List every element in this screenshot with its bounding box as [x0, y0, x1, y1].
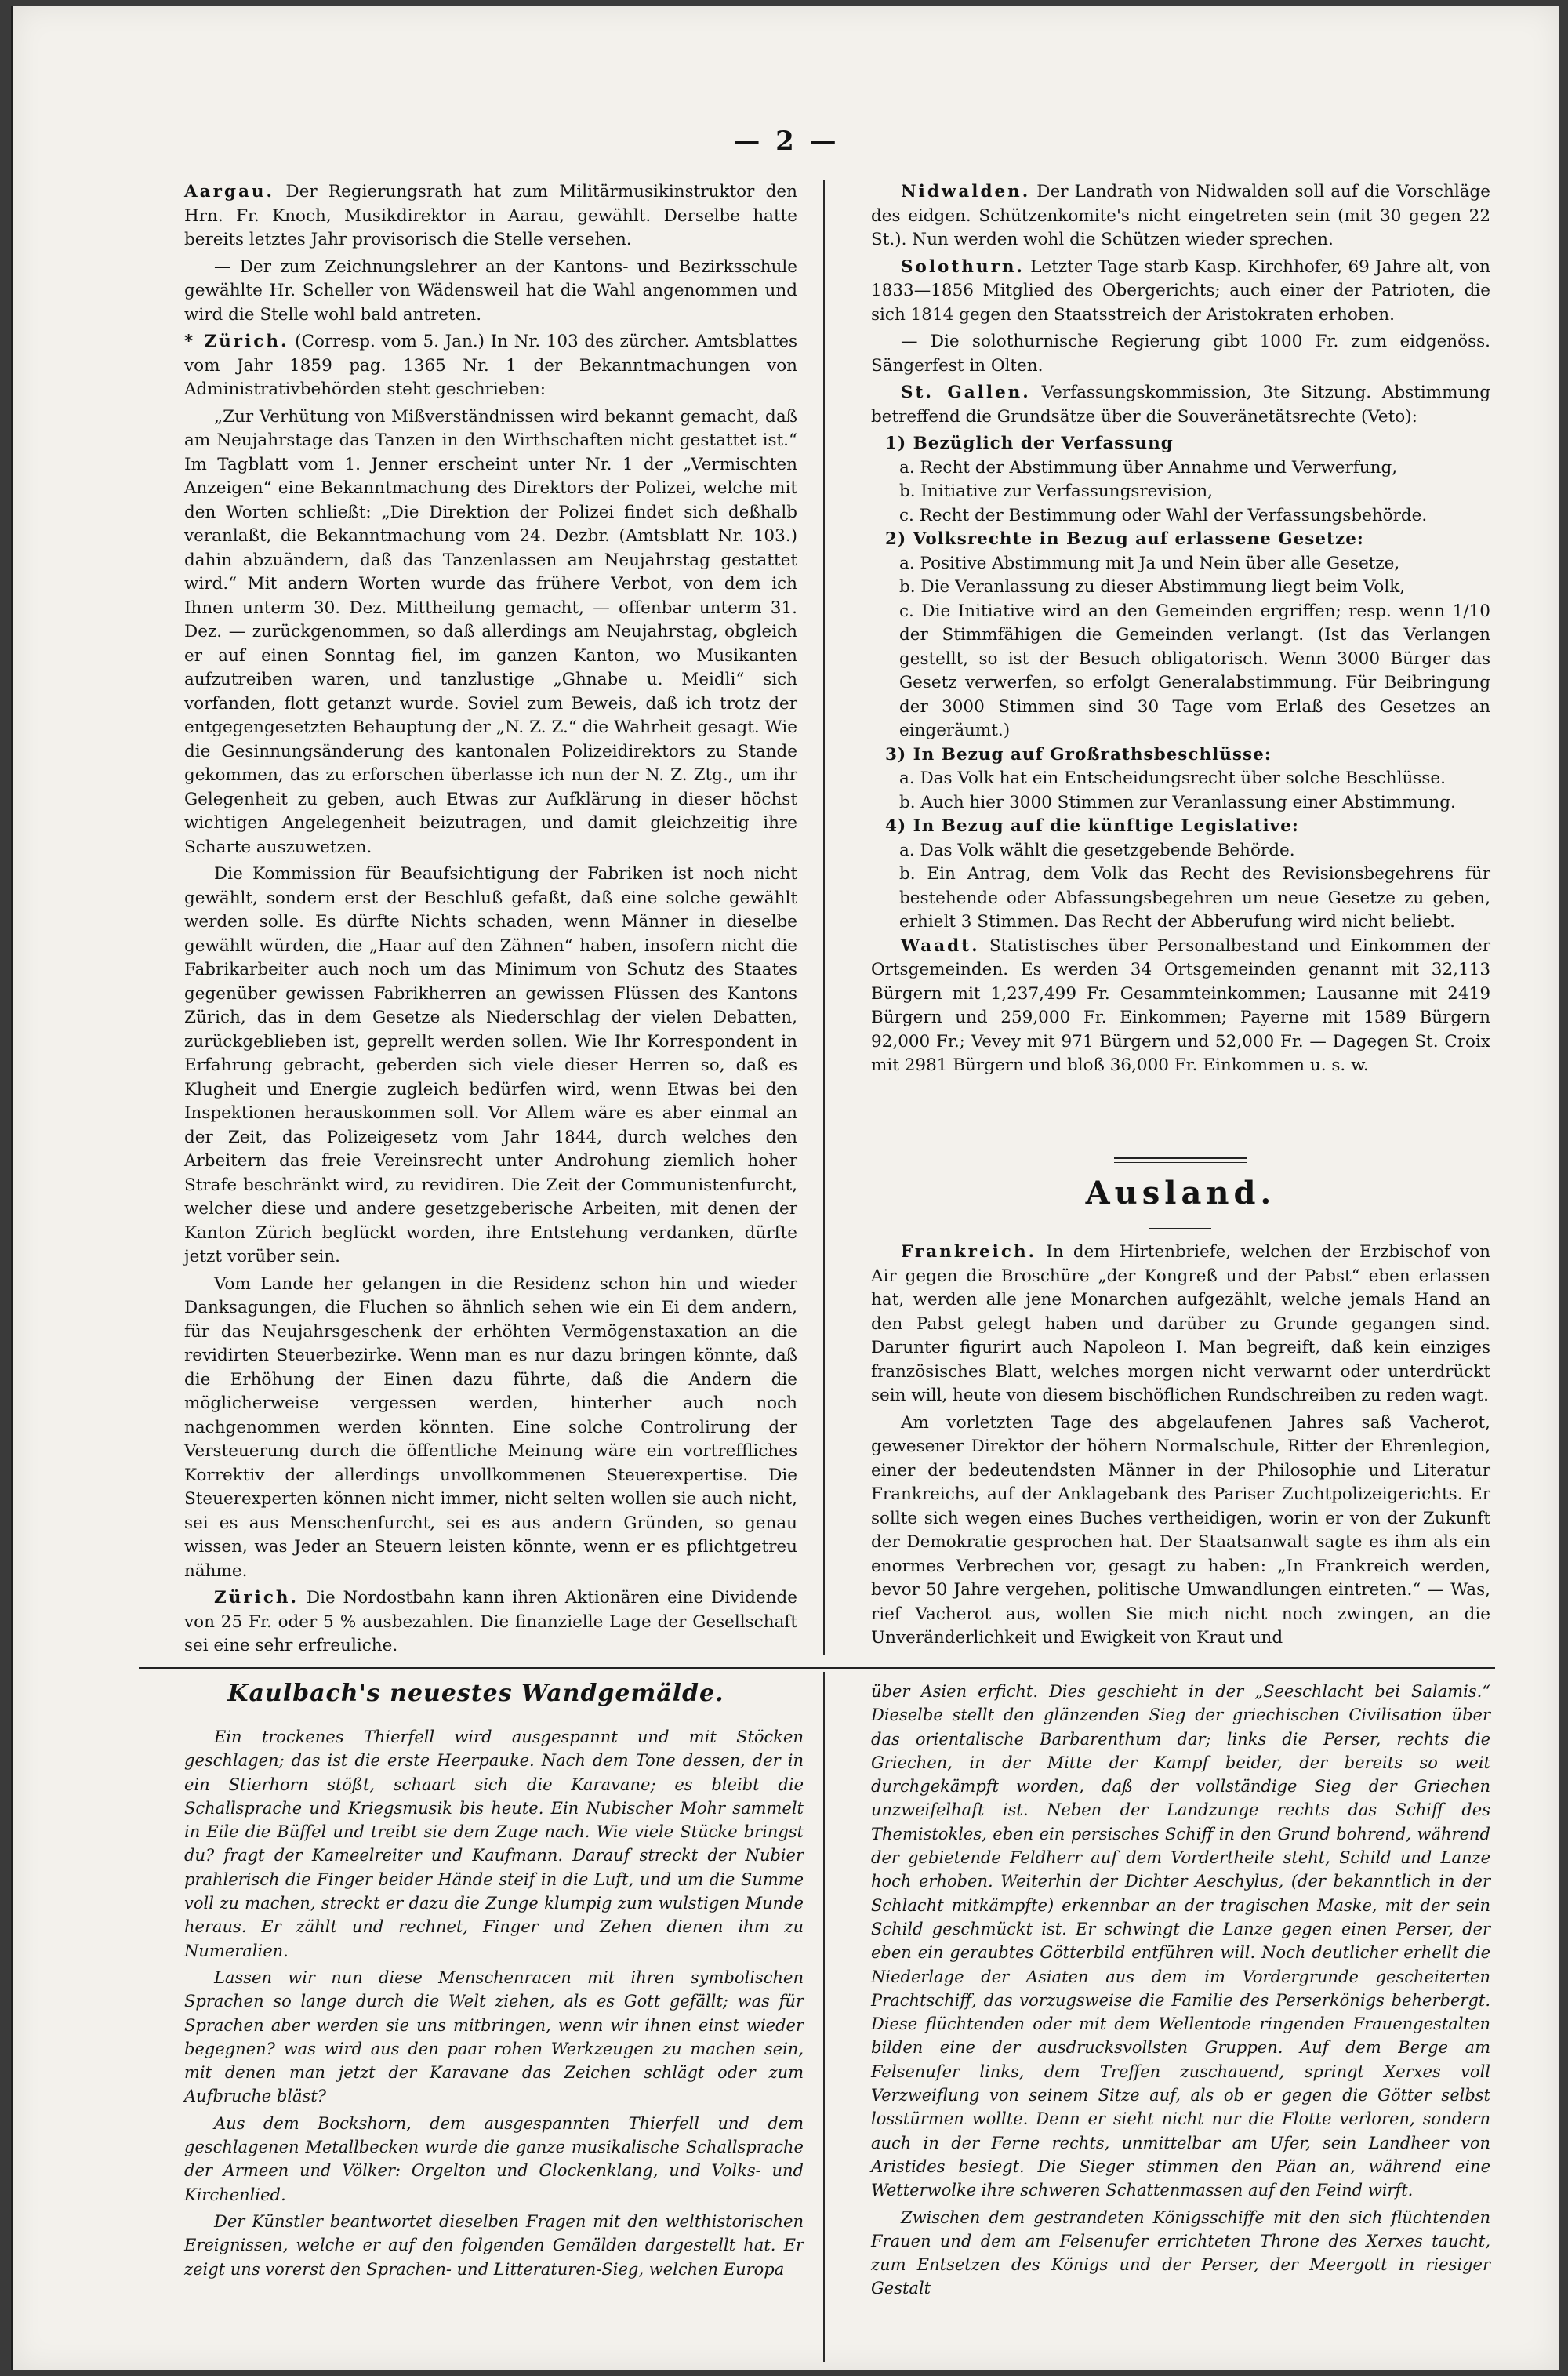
ausland-column	[871, 1241, 1490, 1654]
list-item: a. Das Volk wählt die gesetzgebende Behörde.	[899, 840, 1295, 860]
list-heading: 4) In Bezug auf die künftige Legislative:	[885, 816, 1299, 836]
place-zuerich-2: Zürich.	[214, 1588, 299, 1608]
feuilleton-right-column	[871, 1680, 1490, 2304]
news-solothurn-2	[871, 330, 1490, 378]
section-title-ausland: Ausland.	[1085, 1175, 1276, 1212]
news-text: Letzter Tage starb Kasp. Kirchhofer, 69 Jahre alt, von 1833—1856 Mitglied des Obergerichts; auch einer der Patrioten, die sich 1814 gegen den Staatsstreich der Aristokraten erhoben.	[871, 256, 1490, 325]
feuilleton-left-column	[184, 1725, 804, 2284]
place-st-gallen: St. Gallen.	[901, 383, 1031, 402]
news-text: In dem Hirtenbriefe, welchen der Erzbischof von Air gegen die Broschüre „der Kongreß und der Pabst“ eben erlassen hat, werden alle jene Monarchen aufgezählt, welche jemals Hand an den Pabst gelegt haben und darüber zu Grunde gegangen sind. Darunter figurirt auch Napoleon I. Man begreift, daß kein einziges französisches Blatt, welches morgen nicht verwarnt oder unterdrückt sein will, heute von diesem bischöflichen Rundschreiben zu reden wagt.	[871, 1242, 1490, 1405]
news-fabriken	[184, 863, 797, 1270]
feuilleton-paragraph: Aus dem Bockshorn, dem ausgespannten Thierfell und dem geschlagenen Metallbecken wurde die ganze musikalische Schallsprache der Armeen und Völker: Orgelton und Glockenklang, und Volks- und Kirchenlied.	[184, 2113, 804, 2204]
feuilleton-paragraph: Der Künstler beantwortet dieselben Fragen mit den welthistorischen Ereignissen, welche er auf den folgenden Gemälden dargestellt hat. Er zeigt uns vorerst den Sprachen- und Litteraturen-Sieg, welchen Europa	[184, 2211, 804, 2279]
news-zuerich-quote	[184, 405, 797, 860]
list-item: c. Recht der Bestimmung oder Wahl der Verfassungsbehörde.	[899, 505, 1428, 525]
news-text: — Die solothurnische Regierung gibt 1000 Fr. zum eidgenöss. Sängerfest in Olten.	[871, 332, 1490, 376]
feuilleton-rule	[139, 1667, 1495, 1669]
list-item: a. Positive Abstimmung mit Ja und Nein über alle Gesetze,	[899, 553, 1400, 573]
newspaper-page	[11, 6, 1559, 2370]
feuilleton-paragraph: Zwischen dem gestrandeten Königsschiffe mit den sich flüchtenden Frauen und dem am Felsenufer errichteten Throne des Xerxes taucht, zum Entsetzen des Königs und der Perser, der Meergott in riesiger Gestalt	[871, 2207, 1490, 2298]
list-item: b. Die Veranlassung zu dieser Abstimmung liegt beim Volk,	[899, 577, 1406, 597]
place-zuerich: * Zürich.	[184, 332, 289, 351]
news-text: Am vorletzten Tage des abgelaufenen Jahres saß Vacherot, gewesener Direktor der höhern Normalschule, Ritter der Ehrenlegion, einer der bedeutendsten Männer in der Philosophie und Literatur Frankreichs, auf der Anklagebank des Pariser Zuchtpolizeigerichts. Er sollte sich wegen eines Buches vertheidigen, worin er von der Zukunft der Demokratie gesprochen hat. Der Staatsanwalt sagte es ihm als ein enormes Verbrechen vor, gesagt zu haben: „In Frankreich werden, bevor 50 Jahre vergehen, politische Umwandlungen eintreten.“ — Was, rief Vacherot aus, wollen Sie mich nicht noch zwingen, an die Unveränderlichkeit und Ewigkeit von Kraut und	[871, 1412, 1490, 1648]
news-text: Die Kommission für Beaufsichtigung der Fabriken ist noch nicht gewählt, sondern erst der Beschluß gefaßt, daß eine solche gewählt werden solle. Es dürfte Nichts schaden, wenn Männer in dieselbe gewählt würden, die „Haar auf den Zähnen“ haben, insofern nicht die Fabrikarbeiter auch noch um das Minimum von Schutz des Staates gegenüber gewissen Fabrikherren an gewissen Flüssen des Kantons Zürich, das in dem Gesetze als Niederschlag der vielen Debatten, zurückgeblieben ist, geprellt werden sollen. Wie Ihr Korrespondent in Erfahrung gebracht, geberden sich viele dieser Herren so, daß es Klugheit und Energie zugleich bedürfen wird, wenn Etwas bei den Inspektionen herauskommen soll. Vor Allem wäre es aber einmal an der Zeit, das Polizeigesetz vom Jahr 1844, durch welches den Arbeitern das freie Vereinsrecht unter Androhung ziemlich hoher Strafe beschränkt wird, zu revidiren. Die Zeit der Communistenfurcht, welcher diese und andere gesetzgeberische Arbeiten, mit denen der Kanton Zürich beglückt worden, ihre Entstehung verdanken, dürfte jetzt vorüber sein.	[184, 864, 797, 1266]
feuilleton-paragraph: Ein trockenes Thierfell wird ausgespannt und mit Stöcken geschlagen; das ist die erste Heerpauke. Nach dem Tone dessen, der in ein Stierhorn stößt, schaart sich die Karavane; es bleibt die Schallsprache und Kriegsmusik bis heute. Ein Nubischer Mohr sammelt in Eile die Büffel und treibt sie dem Zuge nach. Wie viele Stücke bringst du? fragt der Kameelreiter und Kaufmann. Darauf streckt der Nubier prahlerisch die Finger beider Hände steif in die Luft, und um die Summe voll zu machen, streckt er dazu die Zunge klumpig zum wulstigen Munde heraus. Er zählt und rechnet, Finger und Zehen dienen ihm zu Numeralien.	[184, 1728, 804, 1960]
list-heading: 1) Bezüglich der Verfassung	[885, 434, 1174, 453]
list-heading: 2) Volksrechte in Bezug auf erlassene Gesetze:	[885, 529, 1364, 549]
right-column-news	[871, 180, 1490, 1081]
news-steuern	[184, 1273, 797, 1584]
news-vacherot	[871, 1411, 1490, 1651]
list-heading: 3) In Bezug auf Großrathsbeschlüsse:	[885, 744, 1272, 765]
news-nidwalden	[871, 180, 1490, 252]
section-rule	[1149, 1228, 1211, 1229]
news-solothurn	[871, 256, 1490, 328]
section-rule	[1114, 1162, 1247, 1163]
news-text: Der Regierungsrath hat zum Militärmusikinstruktor den Hrn. Fr. Knoch, Musikdirektor in Aarau, gewählt. Derselbe hatte bereits letztes Jahr provisorisch die Stelle versehen.	[184, 182, 797, 249]
column-rule	[823, 1672, 825, 2362]
feuilleton-paragraph: über Asien erficht. Dies geschieht in der „Seeschlacht bei Salamis.“ Dieselbe stellt den glänzenden Sieg der griechischen Civilisation über das orientalische Barbarenthum dar; links die Perser, rechts die Griechen, in der Mitte der Kampf beider, der bereits so weit durchgekämpft worden, daß der vollständige Sieg der Griechen unzweifelhaft ist. Neben der Landzunge rechts das Schiff des Themistokles, eben ein persisches Schiff in den Grund bohrend, während der gebietende Feldherr auf dem Vordertheile steht, Schild und Lanze hoch erhoben. Weiterhin der Dichter Aeschylus, (der bekanntlich in der Schlacht mitkämpfte) erkennbar an der tragischen Maske, mit der sein Schild geschmückt ist. Er schwingt die Lanze gegen einen Perser, der eben ein geraubtes Götterbild entführen will. Noch deutlicher erhellt die Niederlage der Asiaten aus dem im Vordergrunde gescheiterten Prachtschiff, das vorzugsweise die Familie des Perserkönigs beherbergt. Diese flüchtenden oder mit dem Wellentode ringenden Frauengestalten bilden eine der ausdrucksvollsten Gruppen. Auf dem Berge am Felsenufer links, dem Treffen zuschauend, springt Xerxes voll Verzweiflung von seinem Sitze auf, als ob er gegen die Götter selbst losstürmen wollte. Denn er sieht nicht nur die Flotte verloren, sondern auch in der Ferne rechts, unmittelbar am Ufer, sein Landheer von Aristides besiegt. Die Sieger stimmen den Päan an, während eine Wetterwolke ihre schweren Schattenmassen auf den Feind wirft.	[871, 1682, 1490, 2200]
list-item: b. Initiative zur Verfassungsrevision,	[899, 481, 1213, 501]
news-aargau-2	[184, 256, 797, 328]
column-rule	[823, 180, 825, 1655]
list-item: a. Recht der Abstimmung über Annahme und Verwerfung,	[899, 457, 1398, 478]
place-nidwalden: Nidwalden.	[901, 182, 1031, 202]
feuilleton-title: Kaulbach's neuestes Wandgemälde.	[227, 1680, 724, 1707]
news-aargau	[184, 180, 797, 252]
section-rule	[1114, 1157, 1247, 1159]
news-text: — Der zum Zeichnungslehrer an der Kantons- und Bezirksschule gewählte Hr. Scheller von Wädensweil hat die Wahl angenommen und wird die Stelle wohl bald antreten.	[184, 256, 797, 325]
feuilleton-paragraph: Lassen wir nun diese Menschenracen mit ihren symbolischen Sprachen so lange durch die Welt ziehen, als es Gott gefällt; was für Sprachen aber werden sie uns mitbringen, wenn wir ihnen einst wieder begegnen? was wird aus den paar rohen Werkzeugen zu machen sein, mit denen man jetzt der Karavane das Zeichen schlägt oder zum Aufbruche bläst?	[184, 1967, 804, 2106]
left-column-news	[184, 180, 797, 1662]
list-item: b. Ein Antrag, dem Volk das Recht des Revisionsbegehrens für bestehende oder Abfassungsbegehren um neue Gesetze zu geben, erhielt 3 Stimmen. Das Recht der Abberufung wird nicht beliebt.	[899, 864, 1490, 932]
place-aargau: Aargau.	[184, 182, 275, 202]
list-item: b. Auch hier 3000 Stimmen zur Veranlassung einer Abstimmung.	[899, 792, 1456, 812]
news-text: „Zur Verhütung von Mißverständnissen wird bekannt gemacht, daß am Neujahrstage das Tanzen in den Wirthschaften nicht gestattet ist.“ Im Tagblatt vom 1. Jenner erscheint unter Nr. 1 der „Vermischten Anzeigen“ eine Bekanntmachung des Direktors der Polizei, welche mit den Worten schließt: „Die Direktion der Polizei findet sich deßhalb veranlaßt, die Bekanntmachung vom 24. Dezbr. (Amtsblatt Nr. 103.) dahin abzuändern, daß das Tanzenlassen am Neujahrstag gestattet wird.“ Mit andern Worten wurde das frühere Verbot, von dem ich Ihnen unterm 30. Dez. Mittheilung gemacht, — offenbar unterm 31. Dez. — zurückgenommen, so daß allerdings am Neujahrstag, obgleich er auf einen Sonntag fiel, im ganzen Kanton, wo Musikanten aufzutreiben waren, und tanzlustige „Ghnabe u. Meidli“ sich vorfanden, flott getanzt wurde. Soviel zum Beweis, daß ich trotz der entgegengesetzten Behauptung der „N. Z. Z.“ die Wahrheit gesagt. Wie die Gesinnungsänderung des kantonalen Polizeidirektors zu Stande gekommen, das zu erforschen überlasse ich nun der N. Z. Ztg., um ihr Gelegenheit zu geben, auch Etwas zur Aufklärung in dieser höchst wichtigen Angelegenheit beizutragen, und damit gleichzeitig ihre Scharte auszuwetzen.	[184, 406, 797, 857]
news-text: (Corresp. vom 5. Jan.) In Nr. 103 des zürcher. Amtsblattes vom Jahr 1859 pag. 1365 Nr. 1 der Bekanntmachungen von Administrativbehörden steht geschrieben:	[184, 332, 797, 399]
news-text: Die Nordostbahn kann ihren Aktionären eine Dividende von 25 Fr. oder 5 % ausbezahlen. Die finanzielle Lage der Gesellschaft sei eine sehr erfreuliche.	[184, 1588, 797, 1655]
place-solothurn: Solothurn.	[901, 256, 1025, 277]
news-nordostbahn	[184, 1586, 797, 1658]
news-text: Statistisches über Personalbestand und Einkommen der Ortsgemeinden. Es werden 34 Ortsgemeinden genannt mit 32,113 Bürgern mit 1,237,499 Fr. Gesammteinkommen; Lausanne mit 2419 Bürgern und 259,000 Fr. Einkommen; Payerne mit 1589 Bürgern 92,000 Fr.; Vevey mit 971 Bürgern und 52,000 Fr. — Dagegen St. Croix mit 2981 Bürgern und bloß 36,000 Fr. Einkommen u. s. w.	[871, 936, 1490, 1075]
news-text: Verfassungskommission, 3te Sitzung. Abstimmung betreffend die Grundsätze über die Souveränetätsrechte (Veto):	[871, 383, 1490, 427]
news-frankreich	[871, 1241, 1490, 1408]
news-zuerich-1	[184, 330, 797, 402]
news-text: Der Landrath von Nidwalden soll auf die Vorschläge des eidgen. Schützenkomite's nicht eingetreten sein (mit 30 gegen 22 St.). Nun werden wohl die Schützen wieder sprechen.	[871, 182, 1491, 249]
list-item: c. Die Initiative wird an den Gemeinden ergriffen; resp. wenn 1/10 der Stimmfähigen die Gemeinden verlangt. (Ist das Verlangen gestellt, so ist der Besuch obligatorisch. Wenn 3000 Bürger das Gesetz verwerfen, so erfolgt Generalabstimmung. Für Beibringung der 3000 Stimmen sind 30 Tage vom Erlaß des Gesetzes an eingeräumt.)	[899, 601, 1490, 740]
place-frankreich: Frankreich.	[901, 1242, 1037, 1262]
news-st-gallen	[871, 381, 1490, 429]
place-waadt: Waadt.	[901, 936, 980, 956]
news-waadt	[871, 935, 1490, 1078]
page-number: — 2 —	[733, 125, 840, 157]
news-text: Vom Lande her gelangen in die Residenz schon hin und wieder Danksagungen, die Fluchen so ähnlich sehen wie ein Ei dem andern, für das Neujahrsgeschenk der erhöhten Vermögenstaxation an die revidirten Steuerbezirke. Wenn man es nur dazu bringen könnte, daß die Erhöhung der Einen dazu führte, daß die Andern die möglicherweise vergessen werden, hinterher auch noch nachgenommen werden könnten. Eine solche Controlirung der Versteuerung durch die öffentliche Meinung wäre ein vortreffliches Korrektiv der allerdings unvollkommenen Steuerexpertise. Die Steuerexperten können nicht immer, nicht selten wollen sie auch nicht, sei es aus Menschenfurcht, sei es aus andern Gründen, so genau wissen, was Jeder an Steuern leisten könnte, wenn er es pflichtgetreu nähme.	[184, 1273, 797, 1581]
list-item: a. Das Volk hat ein Entscheidungsrecht über solche Beschlüsse.	[899, 768, 1446, 788]
